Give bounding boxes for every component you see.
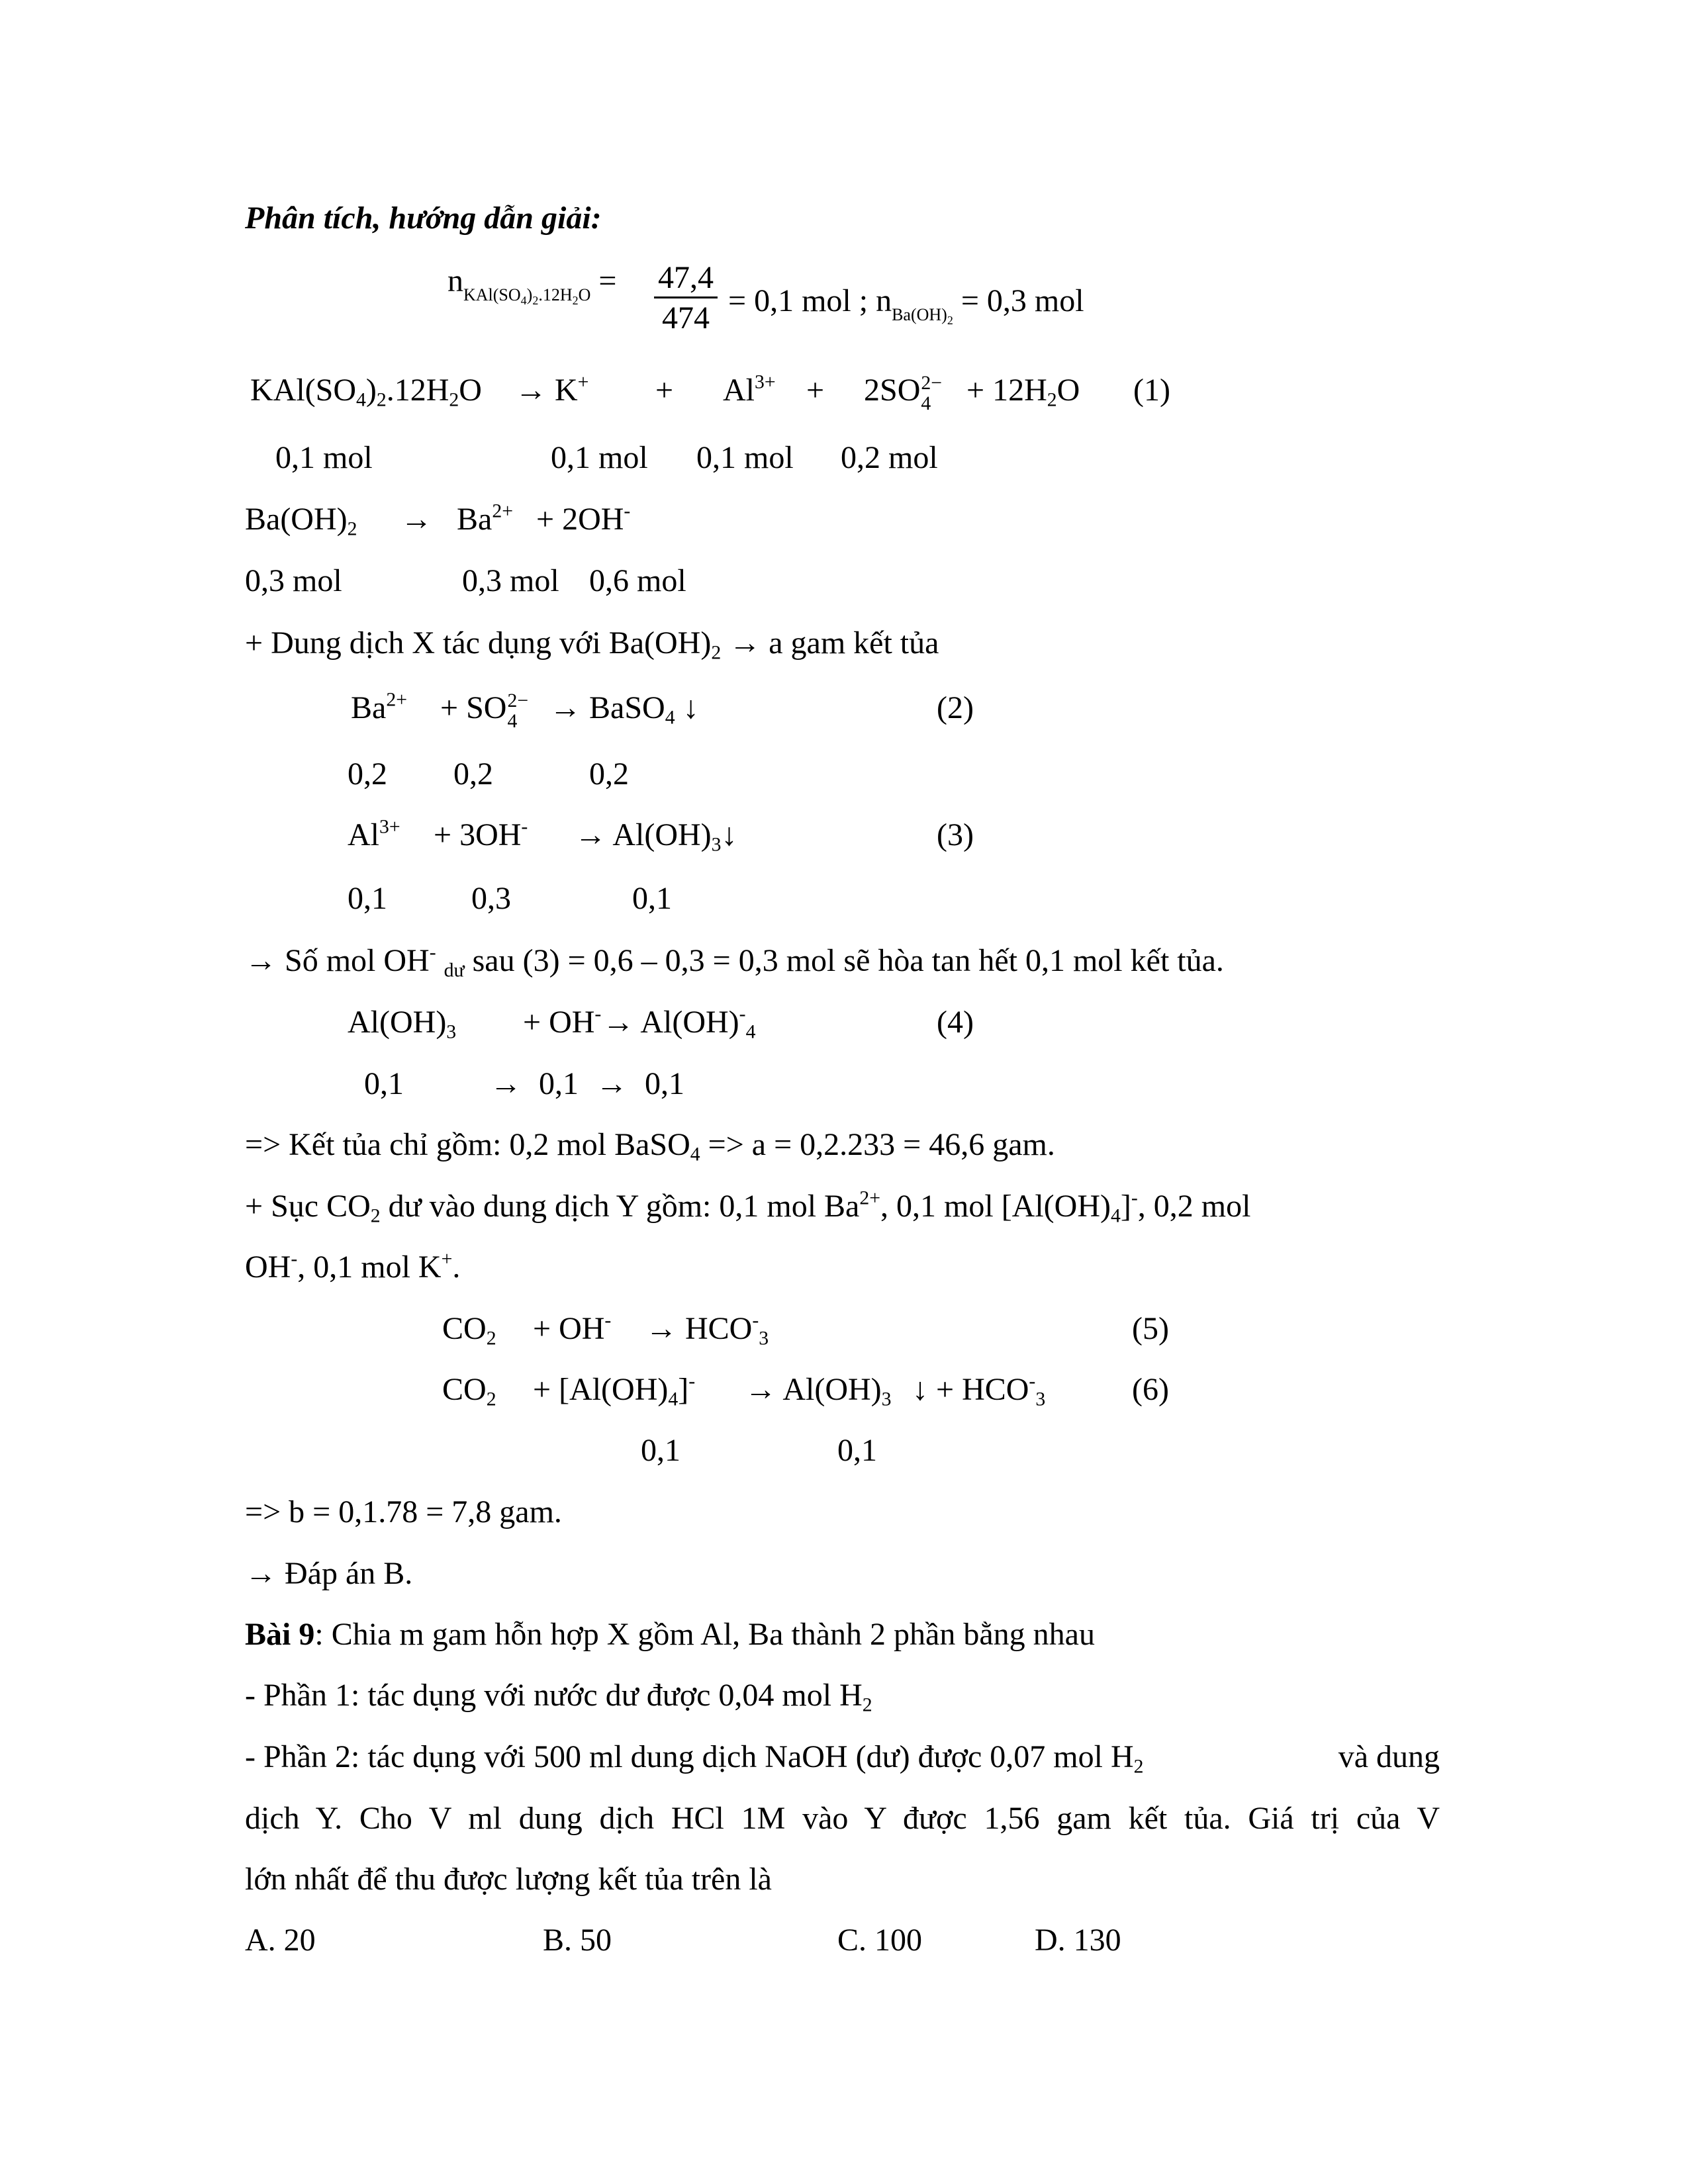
line-ket-tua: => Kết tủa chỉ gồm: 0,2 mol BaSO$_4$ => a = 0,2.233 = 46,6 gam. — [245, 1127, 1055, 1165]
problem-9-question: lớn nhất để thu được lượng kết tủa trên là — [245, 1862, 772, 1897]
line-oh-excess: → Số mol OH- $_{dư}$ sau (3) = 0,6 – 0,3 = 0,3 mol sẽ hòa tan hết 0,1 mol kết tủa. — [245, 941, 1224, 981]
option-d[interactable]: D. 130 — [1035, 1923, 1121, 1958]
fraction-numerator: 47,4 — [654, 259, 718, 298]
fraction-denominator: 474 — [662, 300, 710, 336]
section-heading: Phân tích, hướng dẫn giải: — [245, 201, 602, 236]
line-b: => b = 0,1.78 = 7,8 gam. — [245, 1494, 562, 1529]
answer-line: → Đáp án B. — [245, 1556, 413, 1591]
option-a[interactable]: A. 20 — [245, 1923, 316, 1958]
option-c[interactable]: C. 100 — [837, 1923, 923, 1958]
molar-formula: $n_{KAl(SO_4)_2.12H_2O}$ = — [447, 263, 617, 307]
problem-9-label: Bài 9 — [245, 1617, 315, 1652]
line-dung-dich-x: + Dung dịch X tác dụng với $Ba(OH)_2 \to a$ gam kết tủa — [245, 625, 939, 664]
fraction — [654, 259, 718, 338]
problem-9-part-2: - Phần 2: tác dụng với 500 ml dung dịch NaOH (dư) được 0,07 mol $H_2$ và dung — [245, 1739, 1440, 1778]
option-b[interactable]: B. 50 — [543, 1923, 612, 1958]
line-co2: + Sục $CO_2$ dư vào dung dịch Y gồm: 0,1 mol $Ba^{2+}$, 0,1 mol $[Al(OH)_4]^-$, 0,2 mol — [245, 1187, 1251, 1227]
molar-results: = 0,1 mol ; $n_{Ba(OH)_2} = 0,3$ mol — [728, 283, 1084, 327]
problem-9-title: Bài 9: Chia m gam hỗn hợp X gồm Al, Ba thành 2 phần bằng nhau — [245, 1617, 1095, 1652]
problem-9-part-2-cont: dịch Y. Cho V ml dung dịch HCl 1M vào Y được 1,56 gam kết tủa. Giá trị của V — [245, 1801, 1440, 1836]
problem-9-part-1: - Phần 1: tác dụng với nước dư được 0,04 mol $H_2$ — [245, 1678, 872, 1716]
line-co2-cont: OH-, 0,1 mol K+. — [245, 1248, 461, 1285]
